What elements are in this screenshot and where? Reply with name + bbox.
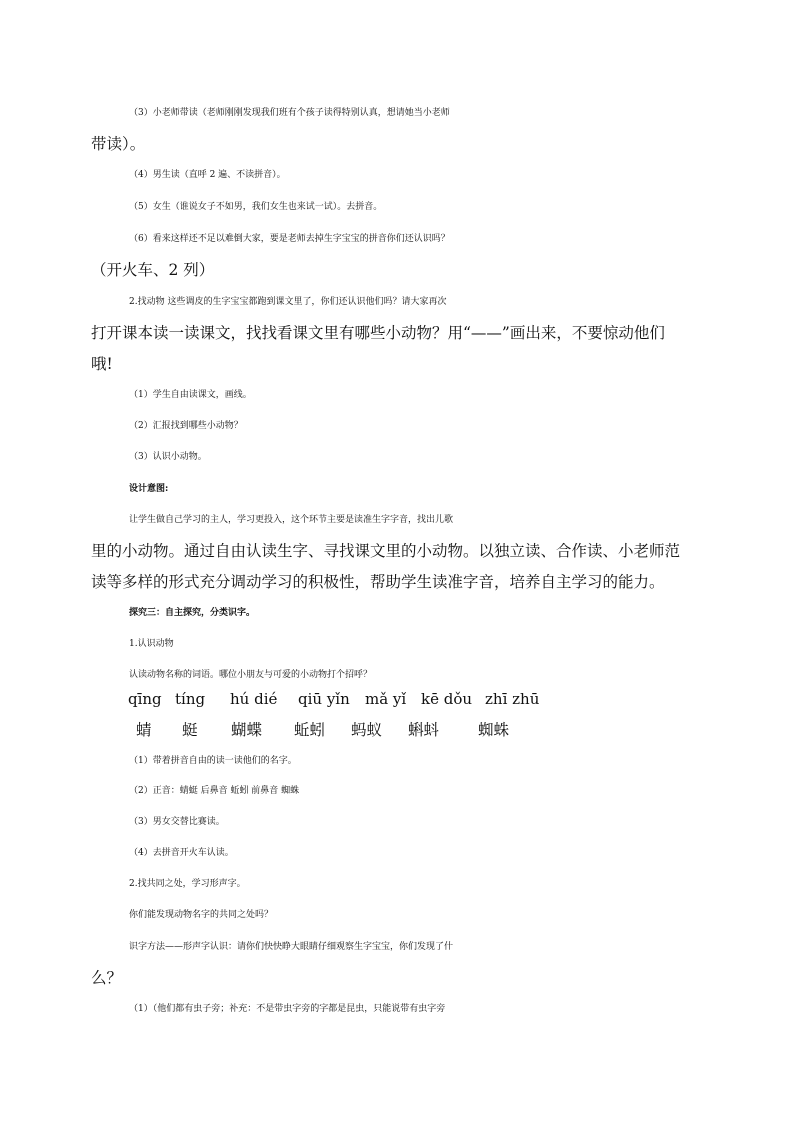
text-line: 打开课本读一读课文，找找看课文里有哪些小动物？用“——”画出来，不要惊动他们 xyxy=(91,324,665,342)
text-line: （开火车、2 列） xyxy=(91,261,215,279)
text-line: 带读）。 xyxy=(91,135,146,153)
pinyin: zhī zhū xyxy=(485,690,540,708)
text-line: 里的小动物。通过自由认读生字、寻找课文里的小动物。以独立读、合作读、小老师范 xyxy=(91,542,681,560)
character: 蝌蚪 xyxy=(408,721,440,739)
character: 蚂蚁 xyxy=(351,721,383,739)
text-line: （2）正音：蜻蜓 后鼻音 蚯蚓 前鼻音 蜘蛛 xyxy=(129,786,300,796)
pinyin: kē dǒu xyxy=(421,690,473,708)
text-line: （4）男生读（直呼 2 遍、不读拼音）。 xyxy=(129,170,286,180)
text-line: 哦! xyxy=(91,355,113,373)
text-line: 2.找共同之处，学习形声字。 xyxy=(129,879,246,889)
text-line: （3）男女交替比赛读。 xyxy=(129,817,225,827)
character: 蜓 xyxy=(182,721,198,739)
text-line: 读等多样的形式充分调动学习的积极性，帮助学生读准字音，培养自主学习的能力。 xyxy=(91,573,665,591)
pinyin: qīng xyxy=(128,690,162,708)
pinyin: qiū yǐn xyxy=(298,690,350,708)
text-line: （5）女生（谁说女子不如男，我们女生也来试一试）。去拼音。 xyxy=(129,202,383,212)
pinyin: hú dié xyxy=(230,690,278,708)
text-line: （1）（他们都有虫子旁；补充：不是带虫字旁的字都是昆虫，只能说带有虫字旁 xyxy=(129,1004,446,1014)
section-heading: 探究三：自主探究，分类识字。 xyxy=(129,608,256,618)
text-line: （6）看来这样还不足以难倒大家，要是老师去掉生字宝宝的拼音你们还认识吗？ xyxy=(129,234,450,244)
pinyin: mǎ yǐ xyxy=(365,690,407,708)
text-line: （1）学生自由读课文，画线。 xyxy=(129,390,252,400)
text-line: 识字方法——形声字认识：请你们快快睁大眼睛仔细观察生字宝宝，你们发现了什 xyxy=(129,942,454,952)
character: 蜘蛛 xyxy=(478,721,510,739)
text-line: 让学生做自己学习的主人，学习更投入，这个环节主要是读准生字字音，找出儿歌 xyxy=(129,515,454,525)
section-heading: 设计意图: xyxy=(129,484,169,494)
text-line: （3）认识小动物。 xyxy=(129,452,207,462)
text-line: 么？ xyxy=(91,969,123,987)
character: 蜻 xyxy=(136,721,152,739)
character: 蚯蚓 xyxy=(294,721,326,739)
text-line: （2）汇报找到哪些小动物？ xyxy=(129,421,243,431)
text-line: （1）带着拼音自由的读一读他们的名字。 xyxy=(129,756,297,766)
character: 蝴蝶 xyxy=(231,721,263,739)
text-line: 认读动物名称的词语。哪位小朋友与可爱的小动物打个招呼？ xyxy=(129,670,373,680)
text-line: 1.认识动物 xyxy=(129,639,174,649)
text-line: 你们能发现动物名字的共同之处吗？ xyxy=(129,910,274,920)
text-line: （3）小老师带读（老师刚刚发现我们班有个孩子读得特别认真，想请她当小老师 xyxy=(129,108,450,118)
text-line: 2.找动物 这些调皮的生字宝宝都跑到课文里了，你们还认识他们吗？请大家再次 xyxy=(129,297,447,307)
pinyin: tíng xyxy=(175,690,206,708)
text-line: （4）去拼音开火车认读。 xyxy=(129,848,234,858)
